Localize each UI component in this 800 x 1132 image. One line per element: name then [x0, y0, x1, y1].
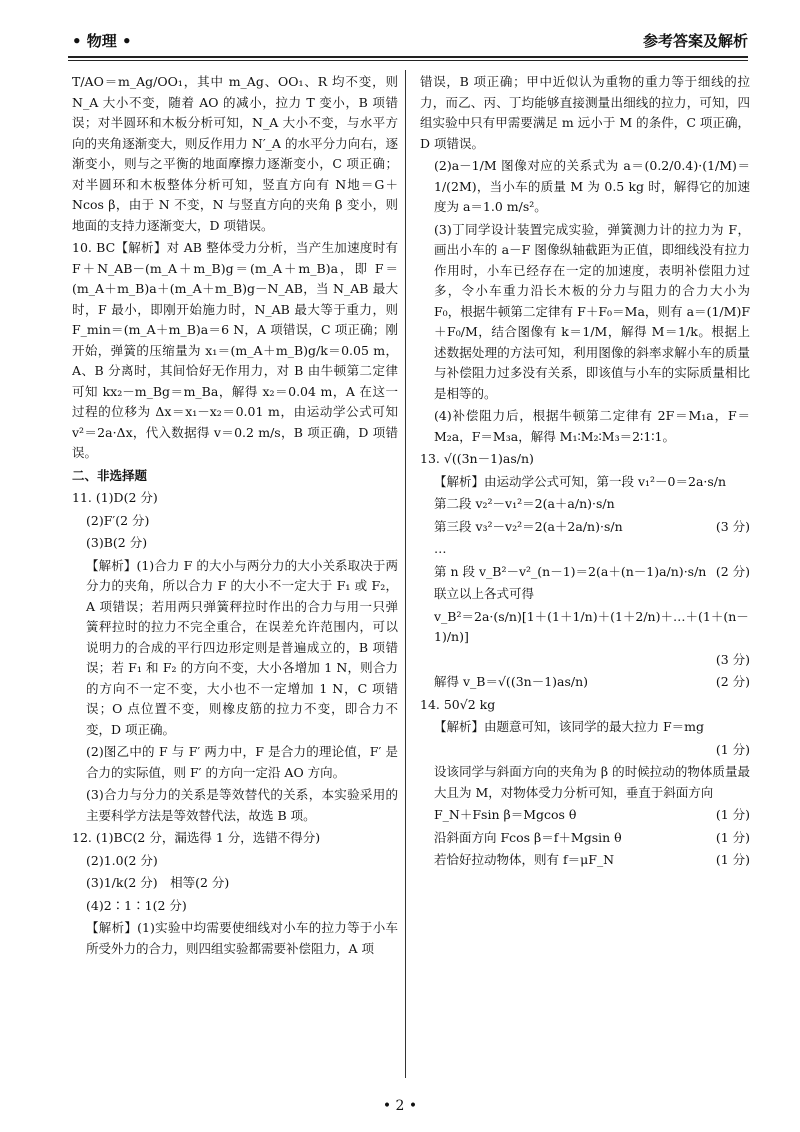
q11-item-1: 11. (1)D(2 分)	[72, 490, 158, 505]
q14-eq-1-row	[420, 805, 750, 826]
page-header	[68, 26, 748, 56]
q12-analysis-1: 【解析】(1)实验中均需要使细线对小车的拉力等于小车所受外力的合力，则四组实验都需要补偿阻力，A 项	[86, 920, 398, 956]
q12-item-1: 12. (1)BC(2 分，漏选得 1 分，选错不得分)	[72, 830, 321, 845]
q12-item-2: (2)1.0(2 分)	[86, 852, 158, 868]
q13-analysis-intro: 【解析】由运动学公式可知，第一段 v₁²－0＝2a·s/n	[434, 473, 727, 489]
q13-step-2: 第二段 v₂²－v₁²＝2(a＋a/n)·s/n	[434, 496, 615, 511]
q14-eq-1: F_N＋Fsin β＝Mgcos θ	[434, 807, 577, 822]
left-column	[72, 72, 398, 1077]
q11-item-2: (2)F′(2 分)	[86, 512, 150, 528]
section-title: 二、非选择题	[72, 467, 148, 483]
q14-eq-2-row	[420, 828, 750, 849]
q14-eq-3: 若恰好拉动物体，则有 f＝μF_N	[434, 852, 615, 867]
score-label: (1 分)	[715, 829, 750, 845]
header-rule-thick	[68, 56, 748, 58]
q14-answer: 14. 50√2 kg	[420, 696, 496, 712]
header-title: 参考答案及解析	[642, 32, 748, 50]
q9-continuation: T/AO＝m_Ag/OO₁，其中 m_Ag、OO₁、R 均不变，则 N_A 大小不变，随着 AO 的减小，拉力 T 变小，B 项错误；对半圆环和木板分析可知，N_A 大小不变，与水平方向的夹角逐渐变大，则反作用力 N′_A 的水平分力向右，逐渐变小，则与之平衡的地面摩擦力逐渐变小，C 项正确；对半圆环和木板整体分析可知，竖直方向有 N地＝G＋Ncos β，由于 N 不变，N 与竖直方向的夹角 β 变小，则地面的支持力逐渐变大，D 项错误。	[72, 74, 398, 233]
q13-step-n-row	[420, 562, 750, 583]
q13-ellipsis: …	[434, 541, 447, 556]
q13-step-3-row	[420, 517, 750, 538]
q13-step-3: 第三段 v₃²－v₂²＝2(a＋2a/n)·s/n	[434, 518, 623, 534]
q14-eq-3-row	[420, 850, 750, 871]
q12-analysis-4: (4)补偿阻力后，根据牛顿第二定律有 2F＝M₁a，F＝M₂a，F＝M₃a，解得 M₁∶M₂∶M₃＝2∶1∶1。	[434, 408, 750, 444]
score-label: (1 分)	[715, 741, 750, 757]
q13-sum-score-row	[420, 650, 750, 671]
header-rule-thin	[68, 60, 748, 61]
q13-result: 解得 v_B＝√((3n－1)as/n)	[434, 674, 589, 689]
q11-analysis-2: (2)图乙中的 F 与 F′ 两力中，F 是合力的理论值，F′ 是合力的实际值，则 F′ 的方向一定沿 AO 方向。	[86, 744, 398, 780]
score-label: (1 分)	[715, 852, 750, 867]
q10-answer: 10. BC【解析】对 AB 整体受力分析，当产生加速度时有 F＋N_AB－(m_A＋m_B)g＝(m_A＋m_B)a，即 F＝(m_A＋m_B)a＋(m_A＋m_B)g－N_AB，当 N_AB 最大时，F 最小，即刚开始施力时，N_AB 最大等于重力，则 F_min＝(m_A＋m_B)a＝6 N，A 项错误，C 项正确；刚开始，弹簧的压缩量为 x₁＝(m_A＋m_B)g/k＝0.05 m，A、B 分离时，其间恰好无作用力，对 B 由牛顿第二定律可知 kx₂－m_Bg＝m_Ba，解得 x₂＝0.04 m，A 在这一过程的位移为 Δx＝x₁－x₂＝0.01 m，由运动学公式可知 v²＝2a·Δx，代入数据得 v＝0.2 m/s，B 项正确，D 项错误。	[72, 240, 398, 460]
q14-analysis-intro: 【解析】由题意可知，该同学的最大拉力 F＝mg	[434, 719, 705, 734]
q13-result-row	[420, 672, 750, 693]
column-divider	[405, 70, 406, 1078]
score-label: (2 分)	[715, 563, 750, 579]
q13-step-n: 第 n 段 v_B²－v²_(n－1)＝2(a＋(n－1)a/n)·s/n	[434, 563, 707, 579]
page-number: • 2 •	[382, 1098, 418, 1114]
score-label: (3 分)	[715, 651, 750, 667]
q12-analysis-1-cont: 错误，B 项正确；甲中近似认为重物的重力等于细线的拉力，而乙、丙、丁均能够直接测量出细线的拉力，可知，四组实验中只有甲需要满足 m 远小于 M 的条件，C 项正确，D 项错误。	[420, 74, 750, 151]
right-column	[420, 72, 750, 1077]
score-label: (1 分)	[715, 807, 750, 822]
q12-item-3: (3)1/k(2 分) 相等(2 分)	[86, 875, 230, 890]
q11-analysis-3: (3)合力与分力的关系是等效替代的关系，本实验采用的主要科学方法是等效替代法，故选 B 项。	[86, 787, 398, 823]
q13-sum-formula: v_B²＝2a·(s/n)[1＋(1＋1/n)＋(1＋2/n)＋…＋(1＋(n－1)/n)]	[434, 608, 749, 644]
q12-item-4: (4)2∶1∶1(2 分)	[86, 897, 187, 913]
q12-analysis-3: (3)丁同学设计装置完成实验，弹簧测力计的拉力为 F，画出小车的 a－F 图像纵轴截距为正值，即细线没有拉力作用时，小车已经存在一定的加速度，表明补偿阻力过多，令小车重力沿长木板的分力与阻力的合力大小为 F₀，根据牛顿第二定律有 F＋F₀＝Ma，则有 a＝(1/M)F＋F₀/M，结合图像有 k＝1/M，解得 M＝1/k。根据上述数据处理的方法可知，利用图像的斜率求解小车的质量与补偿阻力过多没有关系，即该值与小车的实际质量相比是相等的。	[434, 221, 750, 401]
q14-score-row-1	[420, 740, 750, 761]
score-label: (2 分)	[715, 674, 750, 689]
subject-label: • 物理 •	[72, 32, 132, 50]
q14-analysis-2: 设该同学与斜面方向的夹角为 β 的时候拉动的物体质量最大且为 M，对物体受力分析可知，垂直于斜面方向	[434, 764, 750, 800]
score-label: (3 分)	[715, 518, 750, 534]
q13-answer: 13. √((3n－1)as/n)	[420, 451, 534, 466]
q11-analysis-1: 【解析】(1)合力 F 的大小与两分力的大小关系取决于两分力的夹角，所以合力 F 的大小不一定大于 F₁ 或 F₂，A 项错误；若用两只弹簧秤拉时作出的合力与用一只弹簧秤拉时的拉力不完全重合，在误差允许范围内，可以说明力的合成的平行四边形定则是普遍成立的，B 项错误；若 F₁ 和 F₂ 的方向不变，大小各增加 1 N，则合力的方向不一定不变，大小也不一定增加 1 N，C 项错误；O 点位置不变，则橡皮筋的拉力不变，即合力不变，D 项正确。	[86, 557, 398, 737]
q14-eq-2: 沿斜面方向 Fcos β＝f＋Mgsin θ	[434, 829, 622, 845]
q13-combine: 联立以上各式可得	[434, 586, 535, 601]
q12-analysis-2: (2)a－1/M 图像对应的关系式为 a＝(0.2/0.4)·(1/M)＝1/(2M)，当小车的质量 M 为 0.5 kg 时，解得它的加速度为 a＝1.0 m/s²。	[434, 158, 750, 214]
q11-item-3: (3)B(2 分)	[86, 535, 148, 550]
